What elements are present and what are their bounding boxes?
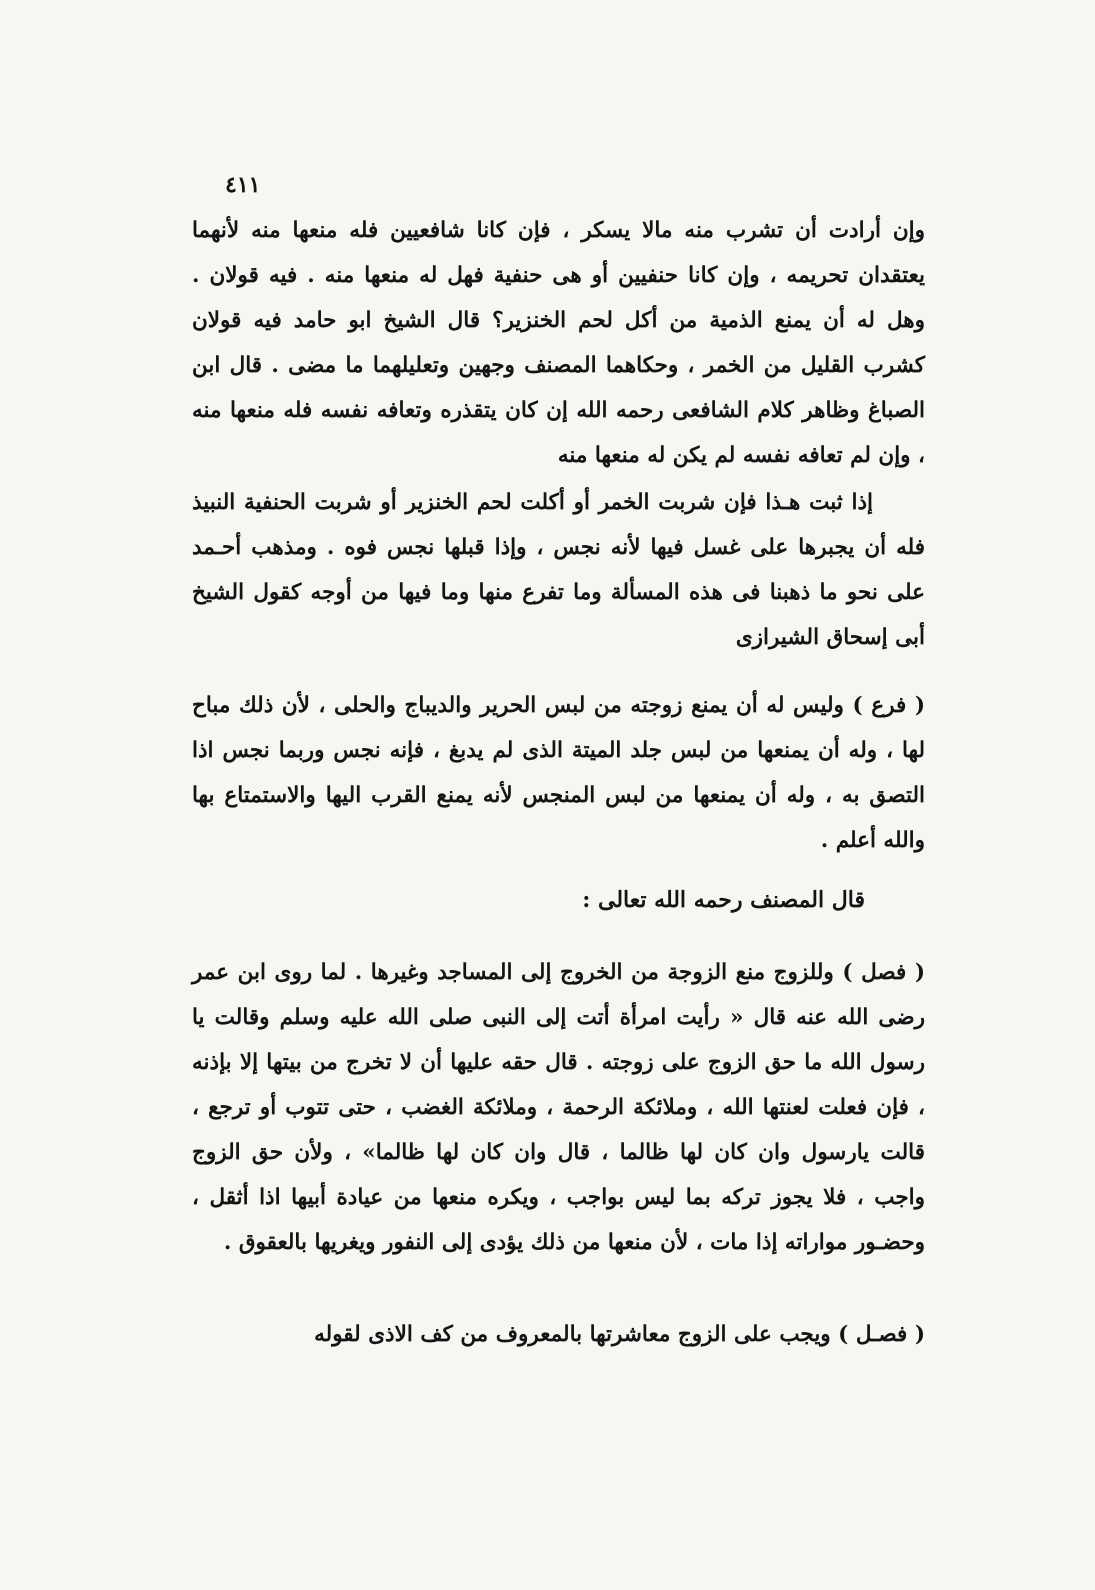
paragraph-text: إذا ثبت هـذا فإن شربت الخمر أو أكلت لحم الخنزير أو شربت الحنفية النبيذ فله أن يجبرها على غسل فيها لأنه نجس ، وإذا قبلها نجس فوه . ومذهب أحـمد على نحو ما ذهبنا فى هذه المسألة وما تفرع منها وما فيها من أوجه كقول الشيخ أبى إسحاق الشيرازى <box>192 490 925 650</box>
paragraph-wine-and-pork <box>192 208 925 478</box>
section-heading: قال المصنف رحمه الله تعالى : <box>582 887 865 913</box>
paragraph-text: ( فصـل ) ويجب على الزوج معاشرتها بالمعروف من كف الاذى لقوله <box>314 1322 925 1347</box>
paragraph-text: وإن أرادت أن تشرب منه مالا يسكر ، فإن كانا شافعيين فله منعها منه لأنهما يعتقدان تحريمه ، وإن كانا حنفيين أو هى حنفية فهل له منعها منه . فيه قولان . وهل له أن يمنع الذمية من أكل لحم الخنزير؟ قال الشيخ ابو حامد فيه قولان كشرب القليل من الخمر ، وحكاهما المصنف وجهين وتعليلهما ما مضى . قال ابن الصباغ وظاهر كلام الشافعى رحمه الله إن كان يتقذره وتعافه نفسه فله منعها منه ، وإن لم تعافه نفسه لم يكن له منعها منه <box>192 218 925 468</box>
paragraph-text: ( فرع ) وليس له أن يمنع زوجته من لبس الحرير والديباج والحلى ، لأن ذلك مباح لها ، وله أن يمنعها من لبس جلد الميتة الذى لم يدبغ ، فإنه نجس وربما نجس اذا التصق به ، وله أن يمنعها من لبس المنجس لأنه يمنع القرب اليها والاستمتاع بها والله أعلم . <box>192 693 925 853</box>
paragraph-far-clothing <box>192 683 925 863</box>
page-number: ٤١١ <box>225 172 261 198</box>
paragraph-fasl-kind-treatment <box>192 1312 925 1357</box>
paragraph-text: ( فصل ) وللزوج منع الزوجة من الخروج إلى المساجد وغيرها . لما روى ابن عمر رضى الله عنه قال « رأيت امرأة أتت إلى النبى صلى الله عليه وسلم وقالت يا رسول الله ما حق الزوج على زوجته . قال حقه عليها أن لا تخرج من بيتها إلا بإذنه ، فإن فعلت لعنتها الله ، وملائكة الرحمة ، وملائكة الغضب ، حتى تتوب أو ترجع ، قالت يارسول وان كان لها ظالما ، قال وان كان لها ظالما» ، ولأن حق الزوج واجب ، فلا يجوز تركه بما ليس بواجب ، ويكره منعها من عيادة أبيها اذا أثقل ، وحضـور مواراته إذا مات ، لأن منعها من ذلك يؤدى إلى النفور ويغريها بالعقوق . <box>192 960 925 1255</box>
paragraph-purification <box>192 480 925 660</box>
paragraph-fasl-leaving-house <box>192 950 925 1265</box>
